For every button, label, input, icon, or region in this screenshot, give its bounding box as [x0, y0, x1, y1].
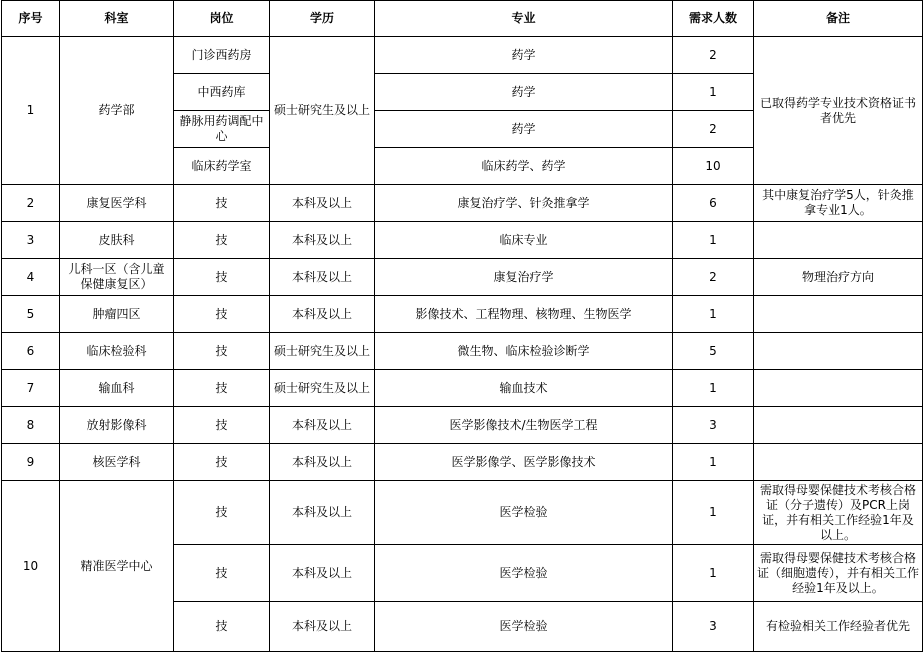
dept-cell: 康复医学科 — [60, 185, 174, 222]
education-cell: 本科及以上 — [270, 444, 375, 481]
count-cell: 1 — [673, 481, 754, 545]
major-cell: 医学检验 — [375, 602, 673, 652]
post-cell: 技 — [174, 602, 270, 652]
post-cell: 临床药学室 — [174, 148, 270, 185]
education-cell: 本科及以上 — [270, 259, 375, 296]
post-cell: 技 — [174, 222, 270, 259]
table-row — [2, 37, 923, 74]
table-row — [2, 370, 923, 407]
major-cell: 医学影像学、医学影像技术 — [375, 444, 673, 481]
dept-cell: 核医学科 — [60, 444, 174, 481]
count-cell: 2 — [673, 259, 754, 296]
major-cell: 医学检验 — [375, 545, 673, 602]
education-cell: 本科及以上 — [270, 602, 375, 652]
remarks-cell: 已取得药学专业技术资格证书者优先 — [754, 37, 923, 185]
education-cell: 硕士研究生及以上 — [270, 370, 375, 407]
seq-cell: 6 — [2, 333, 60, 370]
major-cell: 医学检验 — [375, 481, 673, 545]
header-education: 学历 — [270, 1, 375, 37]
dept-cell: 临床检验科 — [60, 333, 174, 370]
table-row — [2, 407, 923, 444]
dept-cell: 放射影像科 — [60, 407, 174, 444]
header-count: 需求人数 — [673, 1, 754, 37]
count-cell: 3 — [673, 602, 754, 652]
post-cell: 静脉用药调配中心 — [174, 111, 270, 148]
dept-cell: 药学部 — [60, 37, 174, 185]
education-cell: 本科及以上 — [270, 407, 375, 444]
count-cell: 5 — [673, 333, 754, 370]
remarks-cell — [754, 370, 923, 407]
count-cell: 1 — [673, 222, 754, 259]
post-cell: 技 — [174, 481, 270, 545]
remarks-cell — [754, 444, 923, 481]
post-cell: 中西药库 — [174, 74, 270, 111]
remarks-cell: 需取得母婴保健技术考核合格证（分子遗传）及PCR上岗证，并有相关工作经验1年及以上。 — [754, 481, 923, 545]
count-cell: 1 — [673, 74, 754, 111]
count-cell: 1 — [673, 370, 754, 407]
recruitment-table — [1, 0, 923, 652]
dept-cell: 肿瘤四区 — [60, 296, 174, 333]
post-cell: 门诊西药房 — [174, 37, 270, 74]
education-cell: 本科及以上 — [270, 545, 375, 602]
dept-cell: 皮肤科 — [60, 222, 174, 259]
table-row — [2, 259, 923, 296]
major-cell: 药学 — [375, 111, 673, 148]
dept-cell: 输血科 — [60, 370, 174, 407]
dept-cell: 精准医学中心 — [60, 481, 174, 652]
remarks-cell: 物理治疗方向 — [754, 259, 923, 296]
remarks-cell — [754, 333, 923, 370]
major-cell: 影像技术、工程物理、核物理、生物医学 — [375, 296, 673, 333]
table-row — [2, 481, 923, 545]
seq-cell: 1 — [2, 37, 60, 185]
count-cell: 2 — [673, 37, 754, 74]
post-cell: 技 — [174, 185, 270, 222]
post-cell: 技 — [174, 407, 270, 444]
header-seq: 序号 — [2, 1, 60, 37]
major-cell: 药学 — [375, 37, 673, 74]
header-remarks: 备注 — [754, 1, 923, 37]
remarks-cell — [754, 407, 923, 444]
count-cell: 2 — [673, 111, 754, 148]
seq-cell: 10 — [2, 481, 60, 652]
post-cell: 技 — [174, 296, 270, 333]
header-major: 专业 — [375, 1, 673, 37]
education-cell: 硕士研究生及以上 — [270, 333, 375, 370]
header-post: 岗位 — [174, 1, 270, 37]
major-cell: 康复治疗学 — [375, 259, 673, 296]
remarks-cell — [754, 296, 923, 333]
major-cell: 康复治疗学、针灸推拿学 — [375, 185, 673, 222]
education-cell: 本科及以上 — [270, 481, 375, 545]
education-cell: 本科及以上 — [270, 222, 375, 259]
table-row — [2, 444, 923, 481]
header-row — [2, 1, 923, 37]
education-cell: 本科及以上 — [270, 296, 375, 333]
remarks-cell — [754, 222, 923, 259]
major-cell: 药学 — [375, 74, 673, 111]
major-cell: 输血技术 — [375, 370, 673, 407]
seq-cell: 9 — [2, 444, 60, 481]
count-cell: 3 — [673, 407, 754, 444]
seq-cell: 2 — [2, 185, 60, 222]
education-cell: 本科及以上 — [270, 185, 375, 222]
count-cell: 1 — [673, 444, 754, 481]
count-cell: 10 — [673, 148, 754, 185]
table-row — [2, 296, 923, 333]
major-cell: 临床专业 — [375, 222, 673, 259]
seq-cell: 4 — [2, 259, 60, 296]
count-cell: 1 — [673, 296, 754, 333]
count-cell: 1 — [673, 545, 754, 602]
post-cell: 技 — [174, 370, 270, 407]
header-dept: 科室 — [60, 1, 174, 37]
post-cell: 技 — [174, 545, 270, 602]
post-cell: 技 — [174, 333, 270, 370]
remarks-cell: 有检验相关工作经验者优先 — [754, 602, 923, 652]
seq-cell: 7 — [2, 370, 60, 407]
seq-cell: 8 — [2, 407, 60, 444]
dept-cell: 儿科一区（含儿童保健康复区） — [60, 259, 174, 296]
table-row — [2, 333, 923, 370]
post-cell: 技 — [174, 444, 270, 481]
post-cell: 技 — [174, 259, 270, 296]
education-cell: 硕士研究生及以上 — [270, 37, 375, 185]
major-cell: 微生物、临床检验诊断学 — [375, 333, 673, 370]
seq-cell: 3 — [2, 222, 60, 259]
remarks-cell: 需取得母婴保健技术考核合格证（细胞遗传），并有相关工作经验1年及以上。 — [754, 545, 923, 602]
remarks-cell: 其中康复治疗学5人，针灸推拿专业1人。 — [754, 185, 923, 222]
table-row — [2, 222, 923, 259]
seq-cell: 5 — [2, 296, 60, 333]
table-row — [2, 185, 923, 222]
major-cell: 临床药学、药学 — [375, 148, 673, 185]
major-cell: 医学影像技术/生物医学工程 — [375, 407, 673, 444]
count-cell: 6 — [673, 185, 754, 222]
